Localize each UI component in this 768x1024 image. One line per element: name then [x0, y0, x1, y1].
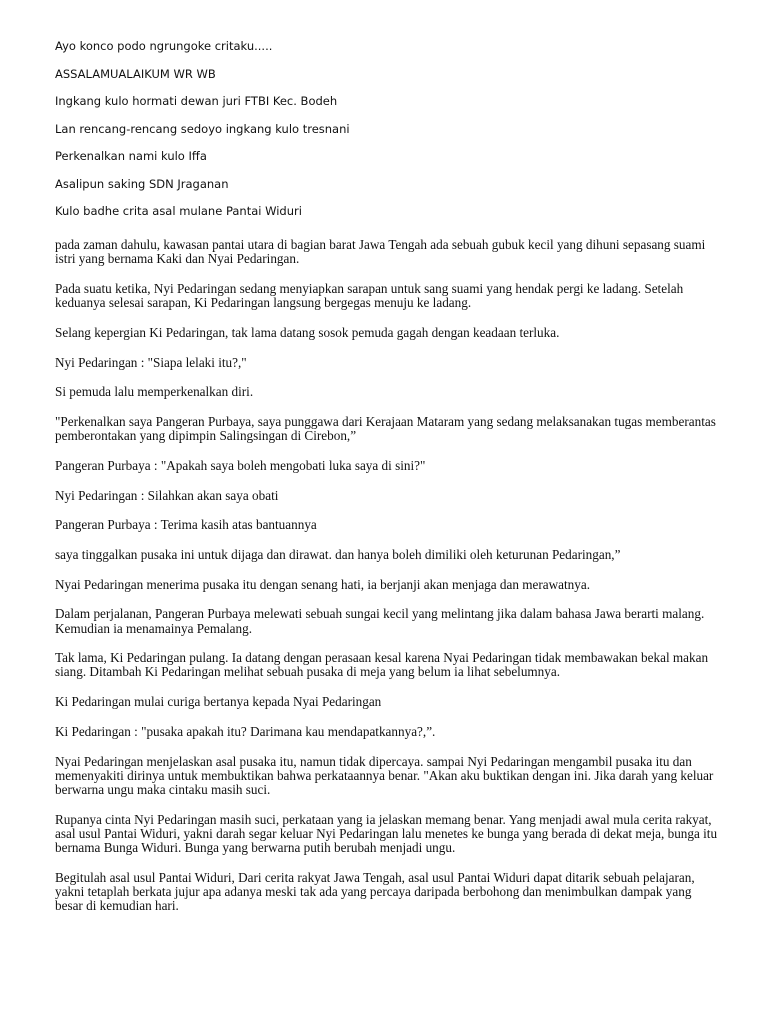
story-paragraph: Dalam perjalanan, Pangeran Purbaya melewati sebuah sungai kecil yang melintang jika dalam bahasa Jawa berarti malang. Kemudian ia menamainya Pemalang.	[55, 606, 705, 636]
story-paragraph: Tak lama, Ki Pedaringan pulang. Ia datang dengan perasaan kesal karena Nyai Pedaringan tidak membawakan bekal makan siang. Ditambah Ki Pedaringan melihat sebuah pusaka di meja yang belum ia lihat sebelumnya.	[55, 650, 709, 680]
story-paragraph: pada zaman dahulu, kawasan pantai utara di bagian barat Jawa Tengah ada sebuah gubuk kecil yang dihuni sepasang suami istri yang bernama Kaki dan Nyai Pedaringan.	[55, 237, 706, 267]
intro-line: Ayo konco podo ngrungoke critaku.....	[55, 39, 273, 53]
intro-greeting-section	[55, 38, 715, 231]
story-paragraph: Nyi Pedaringan : Silahkan akan saya obati	[55, 487, 279, 503]
story-paragraph: saya tinggalkan pusaka ini untuk dijaga dan dirawat. dan hanya boleh dimiliki oleh keturunan Pedaringan,”	[55, 546, 621, 562]
story-paragraph: Ki Pedaringan mulai curiga bertanya kepada Nyai Pedaringan	[55, 694, 382, 710]
story-paragraph: Nyi Pedaringan : "Siapa lelaki itu?,"	[55, 354, 247, 370]
story-paragraph: Nyai Pedaringan menjelaskan asal pusaka itu, namun tidak dipercaya. sampai Nyi Pedaringan mengambil pusaka itu dan memenyakiti dirinya untuk membuktikan bahwa perkataannya benar. "Akan aku buktikan dengan ini. Jika darah yang keluar berwarna ungu maka cintaku masih suci.	[55, 753, 714, 797]
intro-line: Asalipun saking SDN Jraganan	[55, 176, 229, 191]
story-body	[55, 238, 720, 929]
story-paragraph: Si pemuda lalu memperkenalkan diri.	[55, 384, 254, 400]
intro-line: Lan rencang-rencang sedoyo ingkang kulo tresnani	[55, 121, 350, 136]
story-paragraph: Ki Pedaringan : "pusaka apakah itu? Darimana kau mendapatkannya?,”.	[55, 723, 436, 739]
story-paragraph: Selang kepergian Ki Pedaringan, tak lama datang sosok pemuda gagah dengan keadaan terluka.	[55, 324, 560, 340]
story-paragraph: Nyai Pedaringan menerima pusaka itu dengan senang hati, ia berjanji akan menjaga dan merawatnya.	[55, 576, 590, 592]
story-paragraph: Rupanya cinta Nyi Pedaringan masih suci, perkataan yang ia jelaskan memang benar. Yang menjadi awal mula cerita rakyat, asal usul Pantai Widuri, yakni darah segar keluar Nyi Pedaringan lalu menetes ke bunga yang berada di dekat meja, bunga itu bernama Bunga Widuri. Bunga yang berwarna putih berubah menjadi ungu.	[55, 811, 718, 856]
intro-line: Kulo badhe crita asal mulane Pantai Widuri	[55, 204, 302, 218]
story-paragraph: Pada suatu ketika, Nyi Pedaringan sedang menyiapkan sarapan untuk sang suami yang hendak pergi ke ladang. Setelah keduanya selesai sarapan, Ki Pedaringan langsung bergegas menuju ke ladang.	[55, 280, 684, 311]
intro-line: Perkenalkan nami kulo Iffa	[55, 149, 207, 163]
story-paragraph: Pangeran Purbaya : "Apakah saya boleh mengobati luka saya di sini?"	[55, 457, 426, 473]
story-paragraph: Pangeran Purbaya : Terima kasih atas bantuannya	[55, 517, 317, 533]
story-paragraph: Begitulah asal usul Pantai Widuri, Dari cerita rakyat Jawa Tengah, asal usul Pantai Widuri dapat ditarik sebuah pelajaran, yakni tetaplah berkata jujur apa adanya meski tak ada yang percaya daripada berbohong dan menimbulkan dampak yang besar di kemudian hari.	[55, 869, 695, 914]
intro-line: Ingkang kulo hormati dewan juri FTBI Kec. Bodeh	[55, 94, 338, 108]
intro-line: ASSALAMUALAIKUM WR WB	[55, 66, 216, 81]
story-paragraph: "Perkenalkan saya Pangeran Purbaya, saya punggawa dari Kerajaan Mataram yang sedang melaksanakan tugas memberantas pemberontakan yang dipimpin Salingsingan di Cirebon,”	[55, 413, 716, 444]
